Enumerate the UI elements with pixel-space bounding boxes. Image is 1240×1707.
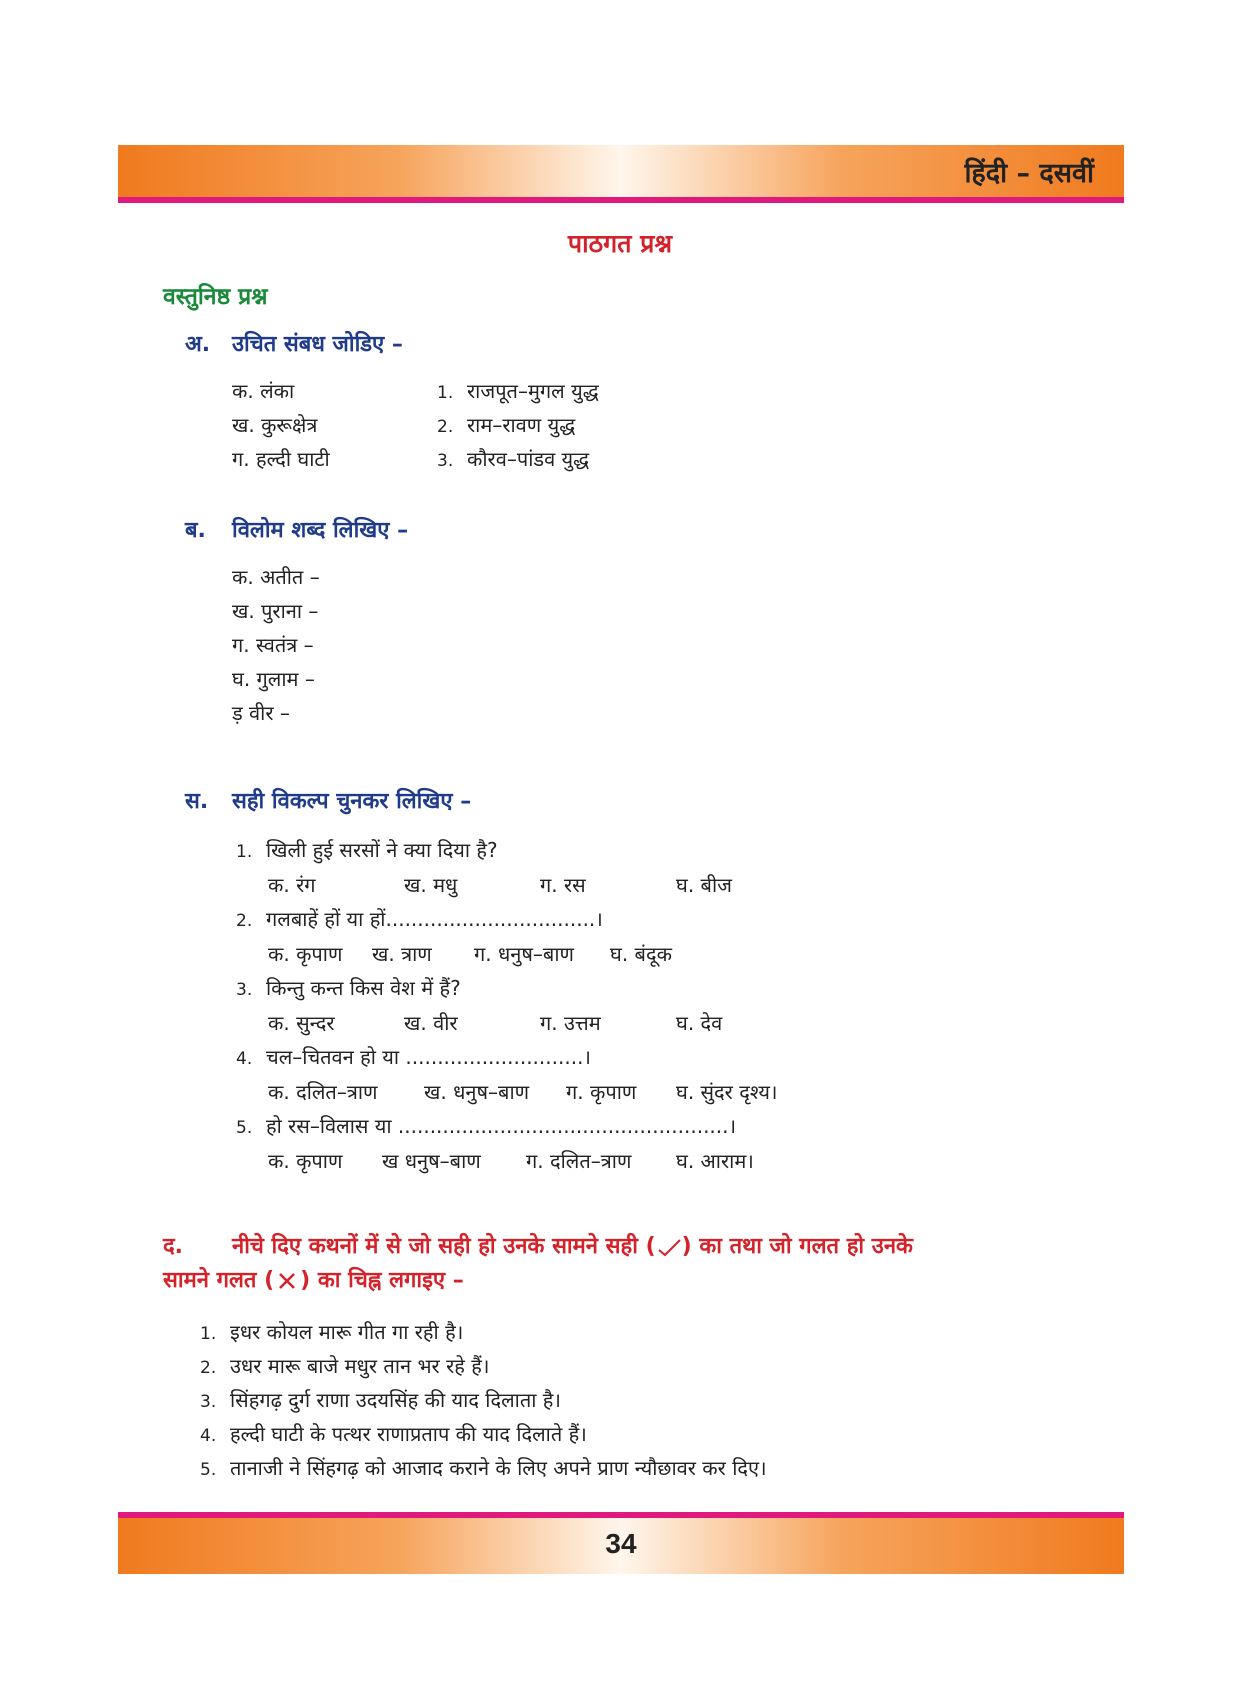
tick-icon xyxy=(656,1236,682,1258)
mcq-4-option-3: ग. कृपाण xyxy=(566,1080,637,1104)
match-left-2: ख. कुरूक्षेत्र xyxy=(232,413,318,437)
header-band xyxy=(118,145,1124,197)
mcq-3-option-1: क. सुन्दर xyxy=(268,1011,335,1035)
match-right-2: 2. राम–रावण युद्ध xyxy=(437,413,576,437)
section-b-letter: ब. xyxy=(185,518,206,543)
mcq-3-option-3: ग. उत्तम xyxy=(540,1011,601,1035)
antonym-item-5: ड़ वीर – xyxy=(232,701,290,725)
mcq-5-option-2: ख धनुष–बाण xyxy=(382,1149,481,1173)
mcq-5-option-3: ग. दलित–त्राण xyxy=(526,1149,632,1173)
statement-2: 2. उधर मारू बाजे मधुर तान भर रहे हैं। xyxy=(200,1354,490,1378)
section-c-title: सही विकल्प चुनकर लिखिए – xyxy=(232,789,472,814)
mcq-question-4: 4. चल–चितवन हो या ............................। xyxy=(236,1045,591,1069)
sub-heading: वस्तुनिष्ठ प्रश्न xyxy=(163,284,268,310)
mcq-question-3: 3. किन्तु कन्त किस वेश में हैं? xyxy=(236,976,461,1000)
match-left-3: ग. हल्दी घाटी xyxy=(232,447,330,471)
mcq-1-option-4: घ. बीज xyxy=(676,873,732,897)
mcq-question-1: 1. खिली हुई सरसों ने क्या दिया है? xyxy=(236,838,498,862)
mcq-5-option-1: क. कृपाण xyxy=(268,1149,343,1173)
mcq-2-option-4: घ. बंदूक xyxy=(610,942,672,966)
mcq-2-option-1: क. कृपाण xyxy=(268,942,343,966)
mcq-2-option-2: ख. त्राण xyxy=(372,942,432,966)
antonym-item-4: घ. गुलाम – xyxy=(232,667,315,691)
mcq-3-option-4: घ. देव xyxy=(676,1011,723,1035)
mcq-4-option-2: ख. धनुष–बाण xyxy=(424,1080,530,1104)
mcq-1-option-2: ख. मधु xyxy=(404,873,458,897)
mcq-1-option-1: क. रंग xyxy=(268,873,316,897)
match-right-1: 1. राजपूत–मुगल युद्ध xyxy=(437,379,599,403)
antonym-item-3: ग. स्वतंत्र – xyxy=(232,633,314,657)
section-a-letter: अ. xyxy=(185,332,211,357)
statement-1: 1. इधर कोयल मारू गीत गा रही है। xyxy=(200,1320,464,1344)
section-d-line-2: सामने गलत ( ) का चिह्न लगाइए – xyxy=(163,1268,464,1293)
mcq-question-2: 2. गलबाहें हों या हों.................................। xyxy=(236,907,603,931)
mcq-2-option-3: ग. धनुष–बाण xyxy=(474,942,574,966)
statement-5: 5. तानाजी ने सिंहगढ़ को आजाद कराने के लिए अपने प्राण न्यौछावर कर दिए। xyxy=(200,1456,767,1480)
match-left-1: क. लंका xyxy=(232,379,295,403)
page-heading: पाठगत प्रश्न xyxy=(567,229,673,258)
antonym-item-1: क. अतीत – xyxy=(232,565,320,589)
mcq-5-option-4: घ. आराम। xyxy=(676,1149,754,1173)
statement-3: 3. सिंहगढ़ दुर्ग राणा उदयसिंह की याद दिलाता है। xyxy=(200,1388,561,1412)
page-number: 34 xyxy=(605,1528,637,1559)
antonym-item-2: ख. पुराना – xyxy=(232,599,319,623)
section-c-letter: स. xyxy=(185,789,209,814)
statement-4: 4. हल्दी घाटी के पत्थर राणाप्रताप की याद दिलाते हैं। xyxy=(200,1422,587,1446)
mcq-question-5: 5. हो रस–विलास या ....................................................। xyxy=(236,1114,737,1138)
mcq-4-option-4: घ. सुंदर दृश्य। xyxy=(676,1080,778,1104)
mcq-4-option-1: क. दलित–त्राण xyxy=(268,1080,378,1104)
match-right-3: 3. कौरव–पांडव युद्ध xyxy=(437,447,590,471)
cross-icon xyxy=(274,1270,300,1292)
mcq-1-option-3: ग. रस xyxy=(540,873,586,897)
section-d-letter: द. xyxy=(163,1234,184,1259)
header-title: हिंदी – दसवीं xyxy=(964,158,1094,189)
section-b-title: विलोम शब्द लिखिए – xyxy=(232,518,409,543)
mcq-3-option-2: ख. वीर xyxy=(404,1011,458,1035)
section-a-title: उचित संबध जोडिए – xyxy=(232,332,403,357)
footer-band xyxy=(118,1518,1124,1574)
section-d-line-1: नीचे दिए कथनों में से जो सही हो उनके सामने सही ( ) का तथा जो गलत हो उनके xyxy=(232,1234,913,1259)
